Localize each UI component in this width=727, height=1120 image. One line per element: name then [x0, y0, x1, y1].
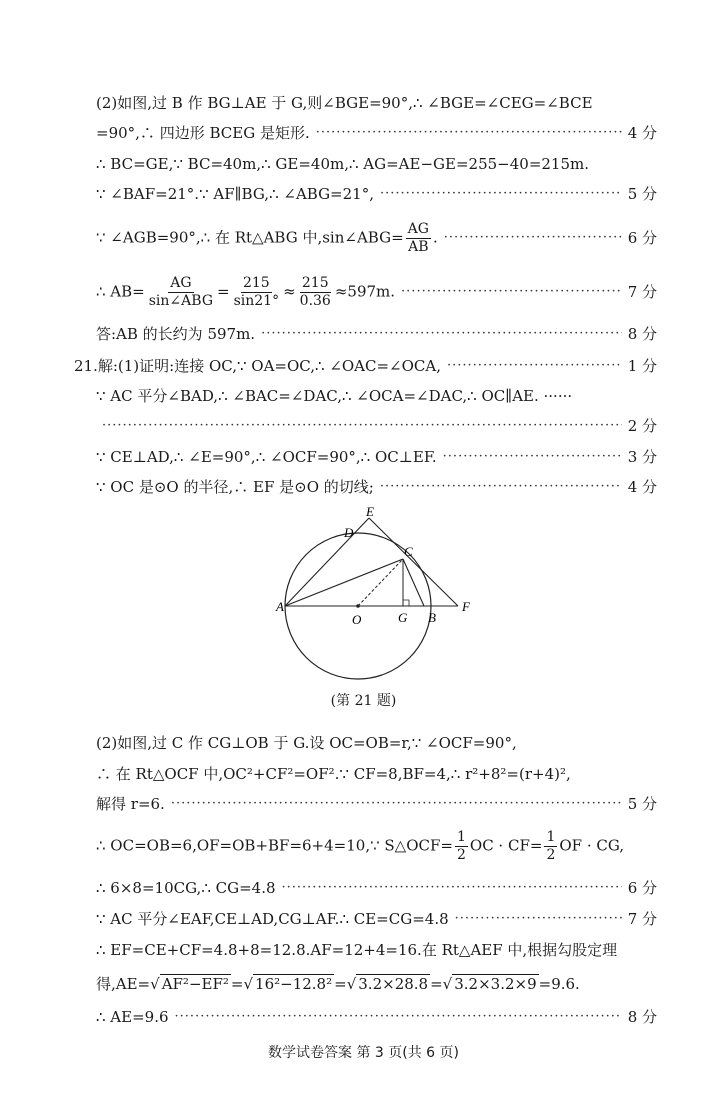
fraction-numerator: 1 — [546, 828, 556, 845]
page-footer: 数学试卷答案 第 3 页(共 6 页) — [268, 1045, 459, 1061]
answer-text: ∵ ∠BAF=21°.∵ AF∥BG,∴ ∠ABG=21°, — [96, 185, 374, 203]
text-segment: ∵ ∠AGB=90°,∴ 在 Rt△ABG 中,sin∠ABG= — [96, 228, 404, 246]
answer-text: =90°,∴ 四边形 BCEG 是矩形. — [96, 124, 310, 142]
radical: 3.2×3.2×9 — [454, 975, 537, 993]
answer-text: 解得 r=6. — [96, 795, 165, 813]
fraction — [455, 829, 468, 864]
leader-dots — [175, 1007, 622, 1027]
fraction-denominator: sin21° — [233, 292, 280, 309]
leader-dots — [102, 416, 622, 436]
answer-line — [96, 733, 657, 753]
fraction-denominator: 2 — [546, 846, 556, 863]
label-d: D — [344, 525, 354, 540]
fraction-numerator: 1 — [456, 828, 466, 845]
answer-line — [96, 274, 657, 310]
score-label: 6 分 — [627, 229, 657, 247]
answer-line — [96, 220, 657, 256]
answer-line — [96, 416, 657, 436]
text-segment: ∴ OC=OB=6,OF=OB+BF=6+4=10,∵ S△OCF= — [96, 836, 453, 854]
fraction-numerator: 215 — [242, 274, 270, 291]
text-segment: =9.6. — [538, 975, 580, 993]
score-label: 4 分 — [627, 124, 657, 142]
answer-text — [96, 829, 624, 864]
answer-line — [96, 324, 657, 344]
radical: 16²−12.8² — [255, 975, 333, 993]
answer-line — [96, 477, 657, 497]
fraction-numerator: 215 — [301, 274, 329, 291]
leader-dots — [443, 447, 622, 467]
line-ae — [285, 518, 369, 606]
answer-line — [96, 123, 657, 143]
fraction-denominator: AB — [408, 238, 429, 255]
label-e: E — [366, 505, 374, 519]
answer-line — [96, 93, 657, 113]
answer-text: ∴ 在 Rt△OCF 中,OC²+CF²=OF².∵ CF=8,BF=4,∴ r²+8²=(r+4)², — [96, 765, 571, 783]
figure-caption: (第 21 题) — [330, 693, 397, 709]
answer-line — [96, 447, 657, 467]
leader-dots — [444, 228, 622, 248]
answer-text: ∵ OC 是⊙O 的半径,∴ EF 是⊙O 的切线; — [96, 478, 374, 496]
text-segment: = — [334, 975, 347, 993]
fraction-denominator: 0.36 — [299, 292, 331, 309]
score-label: 1 分 — [627, 357, 657, 375]
fraction-numerator: AG — [170, 274, 192, 291]
line-ef — [369, 518, 458, 606]
leader-dots — [380, 184, 622, 204]
answer-text: (2)如图,过 B 作 BG⊥AE 于 G,则∠BGE=90°,∴ ∠BGE=∠CEG=∠BCE — [96, 94, 593, 112]
label-o: O — [352, 612, 362, 627]
label-c: C — [404, 544, 413, 559]
radical: 3.2×28.8 — [358, 975, 429, 993]
fraction — [147, 275, 215, 310]
fraction — [406, 221, 431, 256]
text-segment: = — [217, 282, 230, 300]
text-segment: ∴ AB= — [96, 282, 145, 300]
leader-dots — [380, 477, 622, 497]
score-label: 5 分 — [627, 795, 657, 813]
answer-text: ∴ EF=CE+CF=4.8+8=12.8.AF=12+4=16.在 Rt△AEF 中,根据勾股定理 — [96, 941, 618, 959]
answer-line — [96, 764, 657, 784]
line-ac — [285, 559, 403, 606]
label-a: A — [276, 599, 284, 614]
answer-text: 答:AB 的长约为 597m. — [96, 325, 256, 343]
answer-text: ∵ AC 平分∠EAF,CE⊥AD,CG⊥AF.∴ CE=CG=4.8 — [96, 910, 449, 928]
geometry-figure — [270, 505, 490, 680]
text-segment: ≈597m. — [334, 282, 396, 300]
answer-text: ∵ CE⊥AD,∴ ∠E=90°,∴ ∠OCF=90°,∴ OC⊥EF. — [96, 448, 437, 466]
answer-line — [74, 356, 657, 376]
score-label: 7 分 — [627, 283, 657, 301]
leader-dots — [455, 909, 622, 929]
label-f: F — [462, 599, 470, 614]
answer-text: 得,AE=√ AF²−EF² =√ 16²−12.8² =√ 3.2×28.8 =√ 3.2×3.2×9 =9.6. — [96, 975, 580, 993]
fraction-denominator: sin∠ABG — [148, 292, 214, 309]
answer-line — [96, 794, 657, 814]
answer-text: ∴ 6×8=10CG,∴ CG=4.8 — [96, 879, 276, 897]
score-label: 7 分 — [627, 910, 657, 928]
answer-text: ∴ AE=9.6 — [96, 1008, 169, 1026]
right-angle-mark — [403, 600, 409, 606]
label-g: G — [398, 610, 408, 625]
center-point — [356, 604, 360, 608]
answer-line — [96, 974, 657, 994]
text-segment: . — [432, 228, 438, 246]
score-label: 2 分 — [627, 417, 657, 435]
text-segment: = — [430, 975, 443, 993]
text-segment: OC · CF= — [469, 836, 543, 854]
answer-line — [96, 909, 657, 929]
answer-text: (2)如图,过 C 作 CG⊥OB 于 G.设 OC=OB=r,∵ ∠OCF=90°, — [96, 734, 517, 752]
line-oc-dashed — [358, 559, 403, 606]
leader-dots — [282, 878, 622, 898]
answer-line — [96, 1007, 657, 1027]
answer-line — [96, 154, 657, 174]
leader-dots — [447, 356, 622, 376]
answer-text — [96, 275, 395, 310]
fraction — [232, 275, 282, 310]
fraction — [544, 829, 557, 864]
leader-dots — [171, 794, 622, 814]
text-segment: = — [230, 975, 244, 993]
answer-text — [96, 221, 438, 256]
fraction-numerator: AG — [407, 220, 429, 237]
score-label: 6 分 — [627, 879, 657, 897]
score-label: 8 分 — [627, 325, 657, 343]
fraction — [298, 275, 333, 310]
score-label: 4 分 — [627, 478, 657, 496]
answer-line — [96, 184, 657, 204]
score-label: 5 分 — [627, 185, 657, 203]
answer-line — [96, 940, 657, 960]
leader-dots — [316, 123, 622, 143]
answer-line — [96, 828, 657, 864]
answer-text: ∵ AC 平分∠BAD,∴ ∠BAC=∠DAC,∴ ∠OCA=∠DAC,∴ OC∥AE. ······ — [96, 387, 573, 405]
label-b: B — [428, 610, 436, 625]
score-label: 8 分 — [627, 1008, 657, 1026]
text-segment: 得,AE= — [96, 975, 151, 993]
leader-dots — [401, 282, 622, 302]
leader-dots — [261, 324, 622, 344]
line-cb — [403, 559, 424, 606]
text-segment: OF · CG, — [559, 836, 625, 854]
answer-text: 21.解:(1)证明:连接 OC,∵ OA=OC,∴ ∠OAC=∠OCA, — [74, 357, 442, 375]
radical: AF²−EF² — [161, 975, 229, 993]
fraction-denominator: 2 — [456, 846, 466, 863]
text-segment: ≈ — [283, 282, 296, 300]
answer-line — [96, 386, 657, 406]
score-label: 3 分 — [627, 448, 657, 466]
answer-text: ∴ BC=GE,∵ BC=40m,∴ GE=40m,∴ AG=AE−GE=255−40=215m. — [96, 155, 590, 173]
answer-line — [96, 878, 657, 898]
